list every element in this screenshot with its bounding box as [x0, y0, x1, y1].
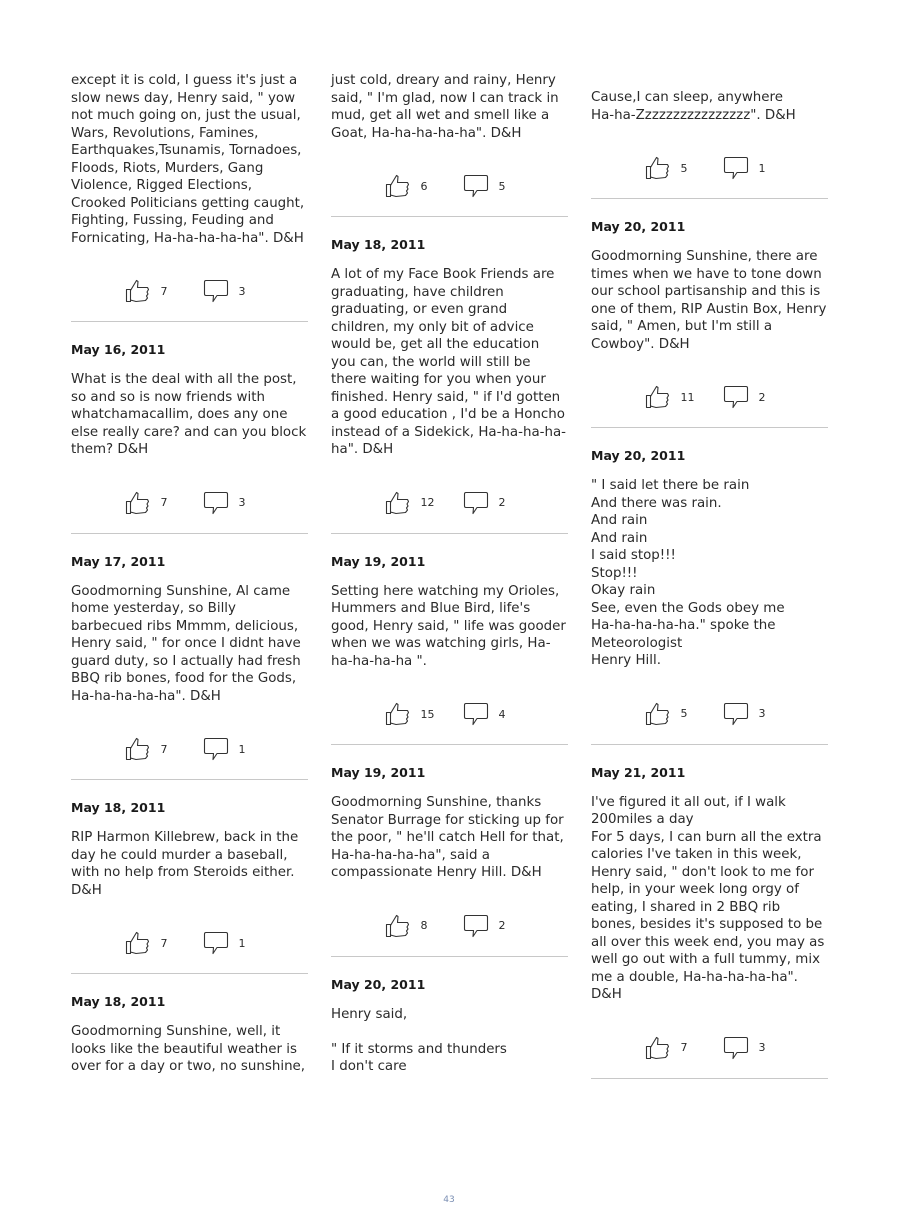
comment-count: 4 — [498, 707, 506, 721]
post-body: " I said let there be rain And there was rain. And rain And rain I said stop!!! Stop!!! Okay rain See, even the Gods obey me Ha-ha-ha-ha-ha." spoke the Meteorologist Henry Hill. — [591, 478, 785, 668]
post-date: May 18, 2011 — [331, 237, 426, 252]
comment-count: 2 — [498, 496, 506, 509]
thumbs-up-icon — [385, 491, 411, 515]
thumbs-up-icon — [125, 491, 151, 515]
thumbs-up-icon — [125, 279, 151, 303]
like-button[interactable] — [645, 1036, 697, 1060]
comment-button[interactable] — [203, 490, 255, 516]
speech-bubble-icon — [463, 490, 489, 516]
column-3 — [591, 72, 828, 1079]
like-count: 5 — [680, 707, 688, 720]
thumbs-up-icon — [385, 702, 411, 726]
like-count: 12 — [420, 496, 435, 509]
like-count: 7 — [160, 496, 168, 509]
reactions — [331, 912, 568, 940]
speech-bubble-icon — [203, 278, 229, 304]
divider — [331, 533, 568, 534]
post-body: Goodmorning Sunshine, Al came home yesterday, so Billy barbecued ribs Mmmm, delicious, Henry said, " for once I didnt have guard duty, so I actually had fresh BBQ rib bones, food for the Gods, Ha-ha-ha-ha-ha". D&H — [71, 583, 301, 704]
post-date: May 17, 2011 — [71, 553, 166, 569]
post-body: just cold, dreary and rainy, Henry said, " I'm glad, now I can track in mud, get all wet and smell like a Goat, Ha-ha-ha-ha-ha". D&H — [331, 73, 559, 141]
comment-count: 2 — [758, 390, 766, 404]
like-count: 5 — [680, 161, 688, 175]
like-button[interactable] — [645, 156, 697, 180]
reactions — [591, 700, 828, 728]
post-body: Goodmorning Sunshine, well, it looks like the beautiful weather is over for a day or two, no sunshine, — [71, 1024, 306, 1074]
post-date: May 16, 2011 — [71, 342, 166, 357]
post-body: I've figured it all out, if I walk 200miles a day For 5 days, I can burn all the extra calories I've taken in this week, Henry said, " don't look to me for help, in your week long orgy of eating, I shared in 2 BBQ rib bones, besides it's supposed to be all over this week end, you may as well go out with a full tummy, mix me a double, Ha-ha-ha-ha-ha". D&H — [591, 794, 825, 1002]
post-body: Goodmorning Sunshine, there are times when we have to tone down our school partisanship and this is one of them, RIP Austin Box, Henry said, " Amen, but I'm still a Cowboy". D&H — [591, 249, 827, 352]
comment-count: 3 — [238, 284, 246, 298]
post-body: A lot of my Face Book Friends are graduating, have children graduating, or even grand children, my only bit of advice would be, get all the education you can, the world will still be there waiting for you when your finished. Henry said, " if I'd gotten a good education , I'd be a Honcho instead of a Sidekick, Ha-ha-ha-ha-ha". D&H — [331, 267, 567, 457]
thumbs-up-icon — [645, 702, 671, 726]
post-body: Cause,I can sleep, anywhere Ha-ha-Zzzzzzzzzzzzzzzz". D&H — [591, 90, 796, 123]
like-count: 7 — [680, 1041, 688, 1054]
comment-count: 5 — [498, 179, 506, 193]
speech-bubble-icon — [463, 701, 489, 727]
like-count: 7 — [160, 936, 168, 950]
speech-bubble-icon — [723, 1035, 749, 1061]
like-button[interactable] — [125, 737, 177, 761]
thumbs-up-icon — [645, 156, 671, 180]
comment-button[interactable] — [723, 384, 775, 410]
reactions — [591, 383, 828, 411]
reactions — [71, 735, 308, 763]
divider — [591, 198, 828, 199]
divider — [591, 744, 828, 745]
speech-bubble-icon — [723, 155, 749, 181]
post-body: Setting here watching my Orioles, Hummers and Blue Bird, life's good, Henry said, " life was gooder when we was watching girls, Ha-ha-ha-ha-ha ". — [331, 583, 566, 669]
thumbs-up-icon — [645, 1036, 671, 1060]
divider — [331, 956, 568, 957]
reactions — [71, 277, 308, 305]
post-date: May 20, 2011 — [331, 976, 426, 992]
post-date: May 20, 2011 — [591, 448, 686, 463]
comment-count: 3 — [758, 1041, 766, 1054]
like-count: 6 — [420, 179, 428, 193]
comment-count: 1 — [238, 936, 246, 950]
speech-bubble-icon — [203, 930, 229, 956]
comment-button[interactable] — [463, 701, 515, 727]
reactions — [71, 929, 308, 957]
comment-button[interactable] — [723, 155, 775, 181]
divider — [591, 1078, 828, 1079]
comment-button[interactable] — [463, 913, 515, 939]
divider — [71, 779, 308, 780]
column-1 — [71, 72, 308, 1076]
divider — [71, 321, 308, 322]
comment-count: 2 — [498, 919, 506, 932]
thumbs-up-icon — [125, 737, 151, 761]
like-count: 8 — [420, 919, 428, 932]
comment-button[interactable] — [463, 173, 515, 199]
post-body: Henry said, " If it storms and thunders I don't care — [331, 1006, 507, 1074]
like-count: 11 — [680, 390, 695, 404]
divider — [331, 216, 568, 217]
comment-count: 3 — [758, 707, 766, 720]
post-date: May 20, 2011 — [591, 219, 686, 234]
like-button[interactable] — [125, 931, 177, 955]
speech-bubble-icon — [203, 490, 229, 516]
reactions — [331, 700, 568, 728]
like-count: 7 — [160, 284, 168, 298]
post-date: May 18, 2011 — [71, 994, 166, 1009]
thumbs-up-icon — [125, 931, 151, 955]
comment-button[interactable] — [723, 1035, 775, 1061]
comment-button[interactable] — [723, 701, 775, 727]
speech-bubble-icon — [203, 736, 229, 762]
like-button[interactable] — [385, 174, 437, 198]
like-button[interactable] — [125, 279, 177, 303]
comment-button[interactable] — [203, 930, 255, 956]
speech-bubble-icon — [723, 701, 749, 727]
reactions — [331, 172, 568, 200]
speech-bubble-icon — [463, 173, 489, 199]
post-body: Goodmorning Sunshine, thanks Senator Burrage for sticking up for the poor, " he'll catch Hell for that, Ha-ha-ha-ha-ha", said a compassionate Henry Hill. D&H — [331, 795, 564, 880]
reactions — [591, 1034, 828, 1062]
thumbs-up-icon — [385, 914, 411, 938]
like-button[interactable] — [125, 491, 177, 515]
comment-count: 1 — [238, 742, 246, 756]
comment-button[interactable] — [203, 278, 255, 304]
speech-bubble-icon — [463, 913, 489, 939]
post-date: May 21, 2011 — [591, 764, 686, 780]
like-button[interactable] — [385, 702, 437, 726]
divider — [71, 973, 308, 974]
reactions — [591, 154, 828, 182]
post-date: May 19, 2011 — [331, 553, 426, 569]
thumbs-up-icon — [645, 385, 671, 409]
reactions — [71, 489, 308, 517]
post-body: RIP Harmon Killebrew, back in the day he could murder a baseball, with no help from Steroids either. D&H — [71, 830, 299, 898]
comment-count: 3 — [238, 496, 246, 509]
like-button[interactable] — [385, 914, 437, 938]
divider — [71, 533, 308, 534]
like-count: 7 — [160, 742, 168, 756]
like-button[interactable] — [645, 702, 697, 726]
like-button[interactable] — [385, 491, 437, 515]
thumbs-up-icon — [385, 174, 411, 198]
divider — [591, 427, 828, 428]
like-button[interactable] — [645, 385, 697, 409]
comment-button[interactable] — [463, 490, 515, 516]
post-body: except it is cold, I guess it's just a slow news day, Henry said, " yow not much going on, just the usual, Wars, Revolutions, Famines, Earthquakes,Tsunamis, Tornadoes, Floods, Riots, Murders, Gang Violence, Rigged Elections, Crooked Politicians getting caught, Fighting, Fussing, Feuding and Fornicating, Ha-ha-ha-ha-ha". D&H — [71, 73, 305, 246]
divider — [331, 744, 568, 745]
comment-count: 1 — [758, 161, 766, 175]
speech-bubble-icon — [723, 384, 749, 410]
comment-button[interactable] — [203, 736, 255, 762]
page-number: 43 — [443, 1195, 455, 1205]
post-date: May 19, 2011 — [331, 765, 426, 780]
post-body: What is the deal with all the post, so and so is now friends with whatchamacallim, does any one else really care? and can you block them? D&H — [71, 372, 307, 457]
column-2 — [331, 72, 568, 1076]
post-date: May 18, 2011 — [71, 800, 166, 815]
like-count: 15 — [420, 707, 435, 721]
reactions — [331, 489, 568, 517]
